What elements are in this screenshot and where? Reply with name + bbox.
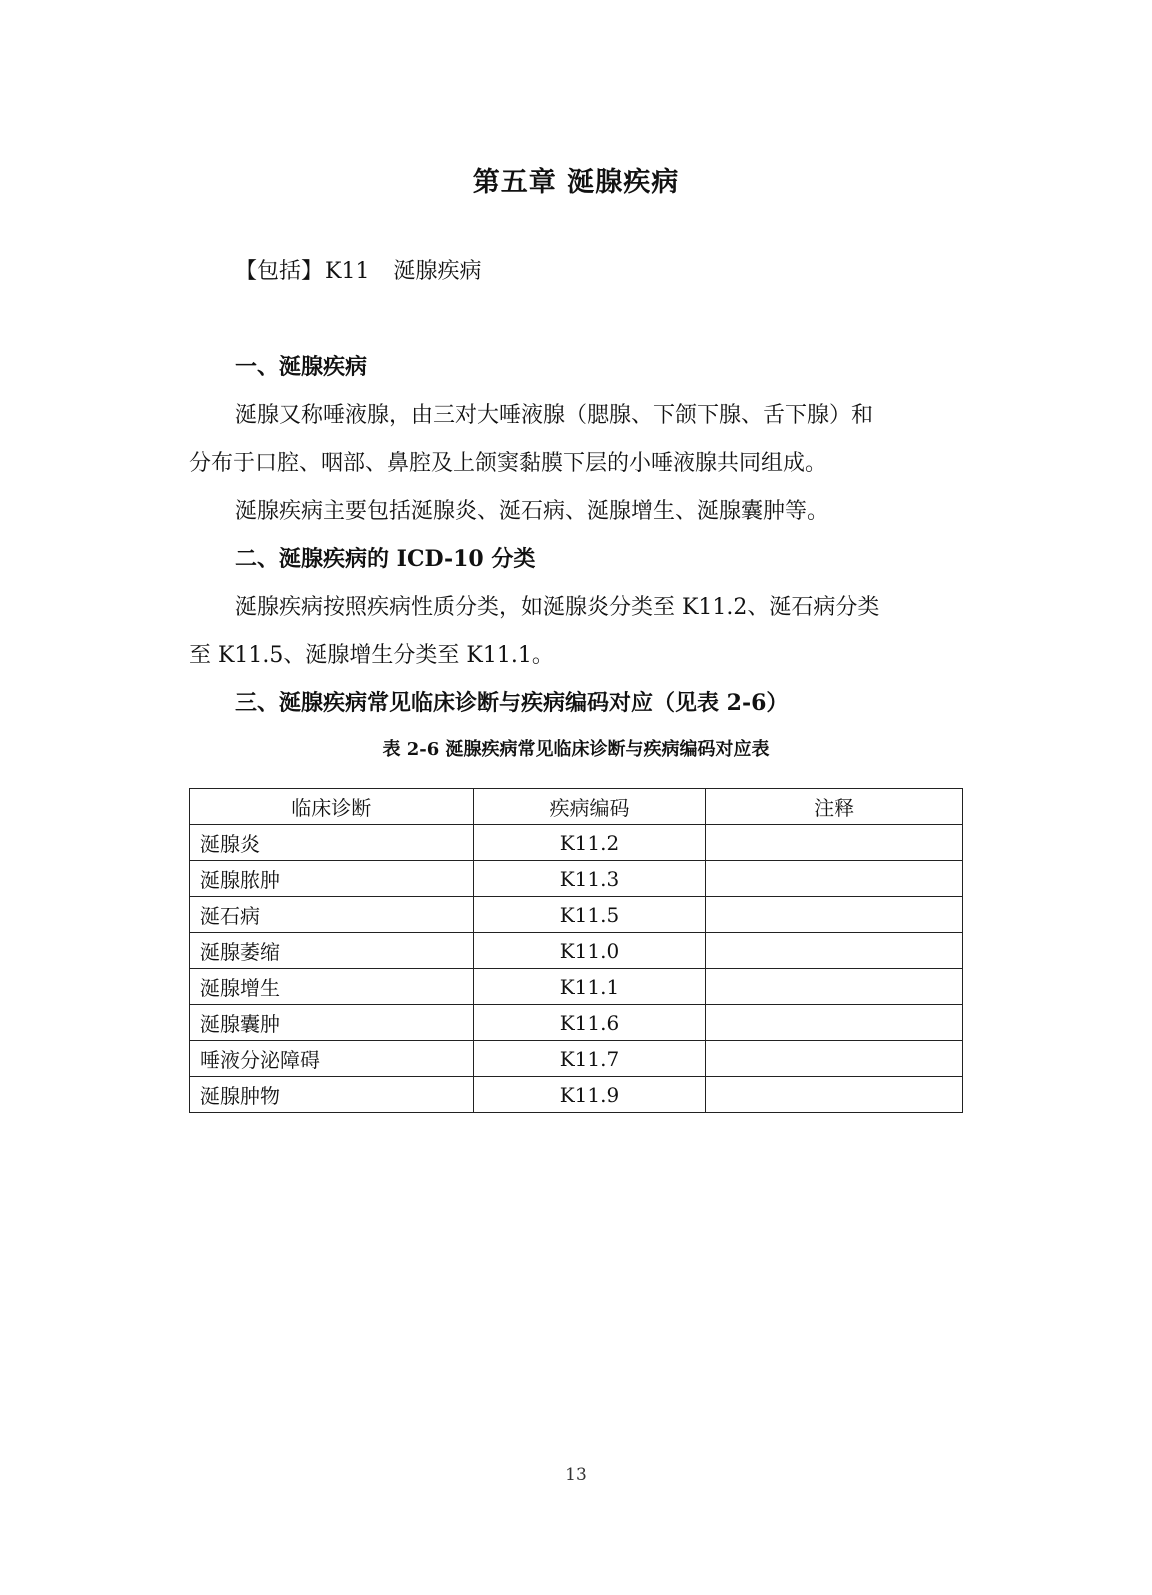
note-cell [706,825,963,861]
table-header-row [190,789,963,825]
chapter-title: 第五章 涎腺疾病 [472,167,680,198]
diagnosis-cell: 涎腺脓肿 [190,861,474,897]
table-row [190,861,963,897]
section-heading-1: 一、涎腺疾病 [235,354,368,380]
paragraph-line: 涎腺又称唾液腺，由三对大唾液腺（腮腺、下颌下腺、舌下腺）和 [235,403,874,428]
diagnosis-cell: 涎腺炎 [190,825,474,861]
code-cell: K11.1 [473,969,706,1005]
diagnosis-cell: 唾液分泌障碍 [190,1041,474,1077]
note-cell [706,1041,963,1077]
diagnosis-cell: 涎石病 [190,897,474,933]
diagnosis-cell: 涎腺增生 [190,969,474,1005]
table-row [190,1041,963,1077]
section-heading-2: 二、涎腺疾病的 ICD-10 分类 [235,546,536,572]
diagnosis-cell: 涎腺萎缩 [190,933,474,969]
code-cell: K11.7 [473,1041,706,1077]
diagnosis-cell: 涎腺肿物 [190,1077,474,1113]
paragraph-line: 涎腺疾病主要包括涎腺炎、涎石病、涎腺增生、涎腺囊肿等。 [235,499,830,524]
paragraph-line: 至 K11.5、涎腺增生分类至 K11.1。 [189,643,554,668]
note-cell [706,1005,963,1041]
table-row [190,1005,963,1041]
section-heading-3: 三、涎腺疾病常见临床诊断与疾病编码对应（见表 2-6） [235,690,789,716]
table-row [190,1077,963,1113]
note-cell [706,861,963,897]
diagnosis-code-table [189,788,963,1113]
code-cell: K11.3 [473,861,706,897]
table-caption: 表 2-6 涎腺疾病常见临床诊断与疾病编码对应表 [382,739,770,760]
paragraph-line: 分布于口腔、咽部、鼻腔及上颌窦黏膜下层的小唾液腺共同组成。 [189,451,828,476]
paragraph-line: 涎腺疾病按照疾病性质分类，如涎腺炎分类至 K11.2、涎石病分类 [235,595,880,620]
note-cell [706,969,963,1005]
page-number: 13 [565,1465,587,1485]
table-row [190,969,963,1005]
code-cell: K11.9 [473,1077,706,1113]
header-diagnosis: 临床诊断 [190,789,474,825]
code-cell: K11.2 [473,825,706,861]
includes-name: 涎腺疾病 [393,259,482,284]
includes-code: K11 [325,259,370,284]
table-row [190,933,963,969]
note-cell [706,897,963,933]
includes-line [235,254,481,285]
code-cell: K11.0 [473,933,706,969]
table-row [190,897,963,933]
includes-label: 【包括】 [235,259,324,284]
note-cell [706,933,963,969]
header-code: 疾病编码 [473,789,706,825]
code-cell: K11.6 [473,1005,706,1041]
note-cell [706,1077,963,1113]
diagnosis-cell: 涎腺囊肿 [190,1005,474,1041]
code-cell: K11.5 [473,897,706,933]
table-row [190,825,963,861]
header-note: 注释 [706,789,963,825]
